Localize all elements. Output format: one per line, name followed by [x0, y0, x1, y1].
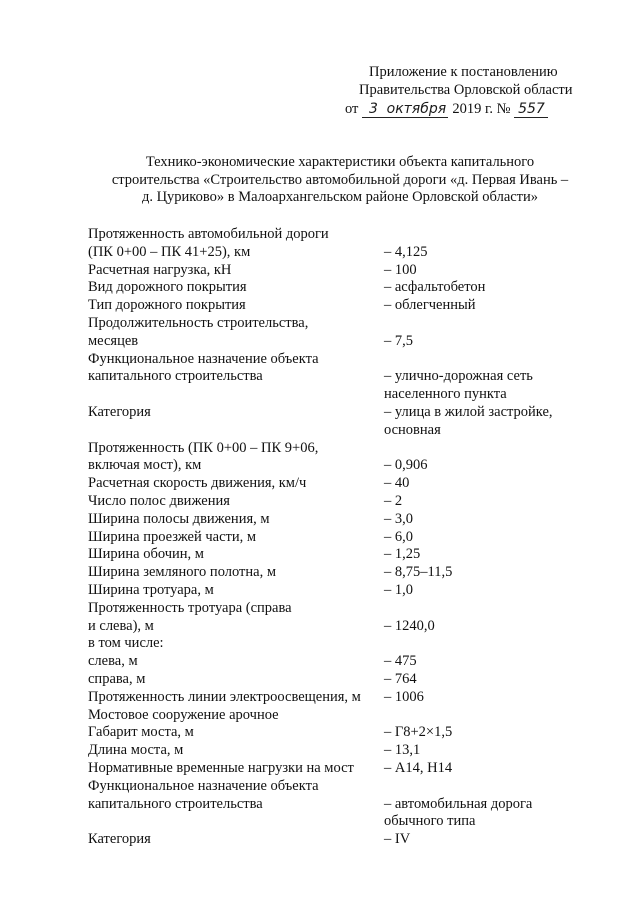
spec-value-line: обычного типа: [384, 813, 476, 830]
spec-row: [88, 671, 568, 689]
spec-value: [384, 564, 568, 582]
spec-row: [88, 404, 568, 440]
spec-label: [88, 600, 384, 636]
spec-label-line: [88, 422, 384, 440]
spec-value: [384, 297, 568, 315]
spec-value-line: – 100: [384, 261, 417, 278]
spec-value: [384, 635, 568, 653]
spec-value-line: [384, 635, 568, 653]
spec-label: [88, 279, 384, 297]
spec-row: [88, 600, 568, 636]
spec-value: [384, 600, 568, 636]
spec-value-line: – асфальтобетон: [384, 279, 486, 296]
spec-label: [88, 564, 384, 582]
spec-value-line: – автомобильная дорога: [384, 795, 533, 812]
spec-label-line: Ширина обочин, м: [88, 546, 204, 563]
spec-label-line: капитального строительства: [88, 368, 263, 385]
spec-label: [88, 511, 384, 529]
spec-label: [88, 742, 384, 760]
spec-row: [88, 707, 568, 725]
spec-label-line: Вид дорожного покрытия: [88, 279, 247, 296]
handwritten-day: 3: [362, 102, 384, 118]
spec-value: [384, 511, 568, 529]
spec-value: [384, 760, 568, 778]
spec-label-line: [88, 386, 384, 404]
decree-date-line: [345, 100, 595, 118]
spec-value-line: – 475: [384, 653, 417, 670]
spec-row: [88, 226, 568, 262]
spec-value-line: населенного пункта: [384, 386, 507, 403]
spec-row: [88, 493, 568, 511]
spec-row: [88, 760, 568, 778]
spec-label-line: справа, м: [88, 670, 146, 687]
spec-value: [384, 493, 568, 511]
spec-value: [384, 582, 568, 600]
spec-label-line: Нормативные временные нагрузки на мост: [88, 759, 354, 776]
spec-label-line: Расчетная скорость движения, км/ч: [88, 475, 307, 492]
spec-label-line: Расчетная нагрузка, кН: [88, 261, 232, 278]
spec-label-line: Ширина полосы движения, м: [88, 510, 270, 527]
spec-value: [384, 653, 568, 671]
spec-value-line: – 1006: [384, 688, 424, 705]
date-year: 2019 г. №: [452, 101, 511, 117]
spec-value: [384, 315, 568, 351]
spec-value: [384, 671, 568, 689]
spec-label: [88, 671, 384, 689]
spec-row: [88, 564, 568, 582]
spec-value-line: – 1240,0: [384, 617, 435, 634]
spec-value: [384, 831, 568, 849]
spec-value: [384, 475, 568, 493]
spec-row: [88, 582, 568, 600]
spec-label-line: Габарит моста, м: [88, 724, 194, 741]
spec-value-line: – IV: [384, 831, 411, 848]
spec-label: [88, 724, 384, 742]
spec-label-line: Число полос движения: [88, 492, 230, 509]
spec-row: [88, 831, 568, 849]
spec-value-line: [384, 707, 568, 725]
spec-row: [88, 529, 568, 547]
spec-value-line: – 764: [384, 670, 417, 687]
spec-value-line: – 1,25: [384, 546, 421, 563]
spec-value-line: [384, 778, 568, 796]
spec-label: [88, 707, 384, 725]
spec-label: [88, 689, 384, 707]
spec-label: [88, 760, 384, 778]
spec-label-line: Ширина проезжей части, м: [88, 528, 257, 545]
spec-label-line: Тип дорожного покрытия: [88, 297, 246, 314]
spec-value-line: – 2: [384, 492, 403, 509]
handwritten-month: октября: [384, 102, 448, 118]
spec-row: [88, 475, 568, 493]
spec-row: [88, 297, 568, 315]
spec-value: [384, 351, 568, 404]
spec-value: [384, 742, 568, 760]
spec-label: [88, 635, 384, 653]
spec-value-line: [384, 315, 568, 333]
spec-label: [88, 493, 384, 511]
spec-label-line: слева, м: [88, 653, 138, 670]
spec-label-line: и слева), м: [88, 617, 154, 634]
spec-value-line: – улица в жилой застройке,: [384, 403, 553, 420]
spec-value-line: [384, 226, 568, 244]
spec-label: [88, 546, 384, 564]
spec-row: [88, 724, 568, 742]
spec-label: [88, 440, 384, 476]
spec-label-line: (ПК 0+00 – ПК 41+25), км: [88, 243, 251, 260]
spec-label-line: Продолжительность строительства,: [88, 314, 309, 331]
spec-label-line: Протяженность линии электроосвещения, м: [88, 688, 361, 705]
specifications-list: [88, 226, 568, 849]
spec-row: [88, 279, 568, 297]
spec-label-line: Категория: [88, 403, 151, 420]
spec-value-line: основная: [384, 421, 441, 438]
spec-label-line: Функциональное назначение объекта: [88, 350, 319, 367]
spec-label-line: Функциональное назначение объекта: [88, 777, 319, 794]
spec-value: [384, 279, 568, 297]
spec-value-line: – 6,0: [384, 528, 413, 545]
spec-value-line: [384, 440, 568, 458]
spec-value-line: – 13,1: [384, 742, 421, 759]
spec-value-line: – 0,906: [384, 457, 428, 474]
spec-label-line: Протяженность (ПК 0+00 – ПК 9+06,: [88, 439, 319, 456]
date-prefix: от: [345, 101, 359, 117]
spec-row: [88, 351, 568, 404]
spec-label: [88, 653, 384, 671]
spec-label-line: Протяженность автомобильной дороги: [88, 226, 329, 242]
spec-label-line: включая мост), км: [88, 457, 202, 474]
spec-row: [88, 742, 568, 760]
spec-value: [384, 778, 568, 831]
spec-value-line: – улично-дорожная сеть: [384, 368, 533, 385]
spec-value: [384, 262, 568, 280]
spec-label: [88, 475, 384, 493]
spec-value-line: – 7,5: [384, 332, 413, 349]
spec-row: [88, 262, 568, 280]
spec-value-line: – А14, Н14: [384, 759, 453, 776]
spec-label-line: Мостовое сооружение арочное: [88, 706, 279, 723]
spec-value: [384, 689, 568, 707]
spec-value-line: [384, 600, 568, 618]
spec-label: [88, 226, 384, 262]
document-title: [100, 154, 580, 207]
spec-label-line: капитального строительства: [88, 795, 263, 812]
spec-row: [88, 440, 568, 476]
appendix-line-2: Правительства Орловской области: [359, 82, 573, 98]
spec-label: [88, 404, 384, 440]
spec-value-line: – 40: [384, 475, 410, 492]
spec-row: [88, 653, 568, 671]
spec-value-line: – 8,75–11,5: [384, 564, 453, 581]
spec-label: [88, 582, 384, 600]
spec-value: [384, 707, 568, 725]
spec-label: [88, 315, 384, 351]
spec-row: [88, 511, 568, 529]
spec-value: [384, 226, 568, 262]
spec-label: [88, 351, 384, 404]
spec-value: [384, 546, 568, 564]
appendix-header: [345, 63, 595, 118]
spec-row: [88, 546, 568, 564]
spec-label-line: в том числе:: [88, 635, 164, 652]
spec-row: [88, 689, 568, 707]
spec-value-line: – 3,0: [384, 510, 413, 527]
spec-value-line: – Г8+2×1,5: [384, 724, 453, 741]
spec-row: [88, 635, 568, 653]
spec-label-line: Ширина тротуара, м: [88, 581, 214, 598]
title-line-3: д. Цуриково» в Малоархангельском районе Орловской области»: [141, 189, 539, 205]
spec-label-line: месяцев: [88, 332, 139, 349]
spec-label-line: Ширина земляного полотна, м: [88, 564, 277, 581]
spec-value: [384, 440, 568, 476]
appendix-line-1: Приложение к постановлению: [369, 64, 558, 80]
spec-label-line: Категория: [88, 831, 151, 848]
spec-label: [88, 297, 384, 315]
spec-row: [88, 778, 568, 831]
spec-label-line: Протяженность тротуара (справа: [88, 599, 292, 616]
spec-value: [384, 724, 568, 742]
spec-value-line: – 4,125: [384, 243, 428, 260]
spec-value-line: [384, 351, 568, 369]
spec-value: [384, 529, 568, 547]
spec-value-line: – облегченный: [384, 297, 476, 314]
title-line-1: Технико-экономические характеристики объекта капитального: [145, 154, 535, 170]
spec-label-line: [88, 813, 384, 831]
spec-row: [88, 315, 568, 351]
spec-value-line: – 1,0: [384, 581, 413, 598]
spec-label: [88, 529, 384, 547]
spec-label: [88, 778, 384, 831]
spec-label: [88, 831, 384, 849]
spec-label-line: Длина моста, м: [88, 742, 184, 759]
spec-value: [384, 404, 568, 440]
handwritten-decree-number: 557: [514, 102, 548, 118]
title-line-2: строительства «Строительство автомобильной дороги «д. Первая Ивань –: [111, 171, 569, 188]
spec-label: [88, 262, 384, 280]
